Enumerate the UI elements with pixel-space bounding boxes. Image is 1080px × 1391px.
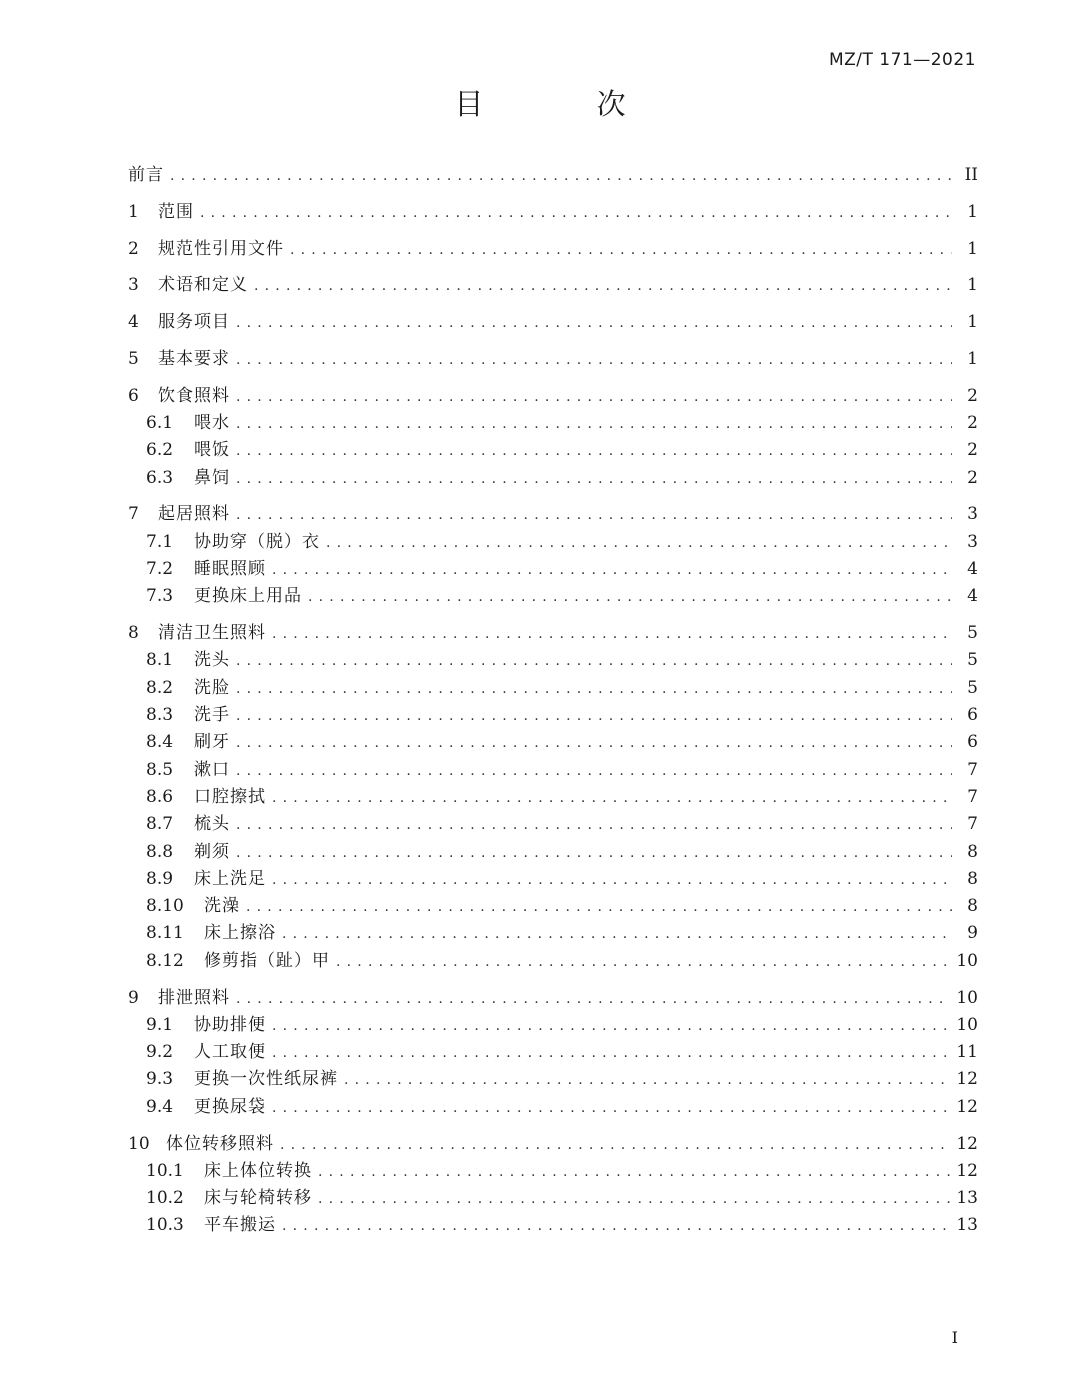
toc-entry[interactable]: [128, 985, 978, 1012]
toc-dot-leader: [236, 411, 952, 438]
toc-entry-label: 基本要求: [158, 348, 230, 369]
toc-entry-number: 9.2: [146, 1042, 174, 1063]
toc-entry-page: 2: [967, 440, 978, 461]
toc-dot-leader: [236, 384, 952, 411]
toc-dot-leader: [308, 584, 952, 611]
toc-entry-number: 6: [128, 385, 139, 406]
toc-entry-label: 剃须: [194, 841, 230, 862]
toc-entry-number: 7: [128, 504, 139, 525]
toc-entry-page: 6: [967, 732, 978, 753]
toc-dot-leader: [280, 1132, 950, 1159]
toc-entry[interactable]: [128, 757, 978, 784]
toc-entry-label: 修剪指（趾）甲: [204, 950, 330, 971]
toc-entry[interactable]: [128, 199, 978, 226]
toc-entry-label: 规范性引用文件: [158, 238, 284, 259]
toc-entry-label: 洗脸: [194, 677, 230, 698]
toc-dot-leader: [326, 530, 952, 557]
toc-entry-page: 6: [967, 705, 978, 726]
toc-entry[interactable]: [128, 383, 978, 410]
toc-entry-number: 8.1: [146, 650, 174, 671]
toc-dot-leader: [236, 347, 952, 374]
toc-entry-number: 9.3: [146, 1069, 174, 1090]
toc-entry-label: 人工取便: [194, 1042, 266, 1063]
toc-entry-number: 10: [128, 1133, 150, 1154]
toc-entry-page: 1: [967, 238, 978, 259]
toc-entry-label: 更换一次性纸尿裤: [194, 1069, 338, 1090]
toc-entry[interactable]: [128, 465, 978, 492]
toc-entry[interactable]: [128, 920, 978, 947]
toc-entry-page: 2: [967, 385, 978, 406]
toc-entry-page: 12: [956, 1160, 978, 1181]
toc-entry-label: 服务项目: [158, 312, 230, 333]
toc-entry-number: 9: [128, 987, 139, 1008]
toc-entry-page: 10: [956, 950, 978, 971]
toc-entry[interactable]: [128, 1012, 978, 1039]
table-of-contents: [128, 162, 978, 1240]
toc-entry-label: 洗头: [194, 650, 230, 671]
toc-entry-label: 喂饭: [194, 440, 230, 461]
toc-entry-page: 11: [956, 1042, 978, 1063]
toc-entry-page: 12: [956, 1096, 978, 1117]
toc-entry-label: 鼻饲: [194, 467, 230, 488]
toc-entry-page: 13: [956, 1188, 978, 1209]
toc-entry-page: 9: [967, 923, 978, 944]
toc-entry[interactable]: [128, 583, 978, 610]
toc-entry-page: 4: [967, 586, 978, 607]
toc-dot-leader: [236, 676, 952, 703]
toc-entry-number: 7.1: [146, 531, 174, 552]
toc-entry-label: 清洁卫生照料: [158, 623, 266, 644]
toc-entry-number: 2: [128, 238, 139, 259]
toc-entry-number: 8.3: [146, 705, 174, 726]
toc-entry-label: 平车搬运: [204, 1215, 276, 1236]
toc-dot-leader: [236, 466, 952, 493]
toc-entry-page: 7: [967, 814, 978, 835]
toc-entry-number: 4: [128, 312, 139, 333]
toc-dot-leader: [282, 1213, 950, 1240]
toc-entry-page: 2: [967, 413, 978, 434]
toc-entry[interactable]: [128, 162, 978, 189]
toc-entry[interactable]: [128, 784, 978, 811]
toc-entry-label: 口腔擦拭: [194, 786, 266, 807]
toc-entry[interactable]: [128, 437, 978, 464]
toc-entry-page: 10: [956, 987, 978, 1008]
toc-entry-page: 3: [967, 504, 978, 525]
toc-entry-number: 9.4: [146, 1096, 174, 1117]
toc-dot-leader: [318, 1159, 950, 1186]
toc-entry-page: 5: [967, 623, 978, 644]
toc-entry-label: 洗手: [194, 705, 230, 726]
toc-entry-label: 刷牙: [194, 732, 230, 753]
toc-dot-leader: [254, 273, 952, 300]
toc-dot-leader: [236, 703, 952, 730]
toc-dot-leader: [246, 894, 952, 921]
toc-entry-page: 1: [967, 275, 978, 296]
toc-dot-leader: [170, 163, 952, 190]
toc-entry[interactable]: [128, 309, 978, 336]
toc-entry-label: 梳头: [194, 814, 230, 835]
toc-entry[interactable]: [128, 346, 978, 373]
toc-dot-leader: [336, 949, 950, 976]
toc-entry-number: 6.1: [146, 413, 174, 434]
standard-code: MZ/T 171—2021: [828, 50, 976, 70]
toc-entry-label: 体位转移照料: [166, 1133, 274, 1154]
toc-entry[interactable]: [128, 272, 978, 299]
toc-dot-leader: [272, 785, 952, 812]
toc-entry[interactable]: [128, 1185, 978, 1212]
toc-entry-label: 喂水: [194, 413, 230, 434]
toc-entry-page: 4: [967, 559, 978, 580]
toc-entry-page: 12: [956, 1069, 978, 1090]
toc-entry-label: 睡眠照顾: [194, 559, 266, 580]
toc-entry-label: 床上洗足: [194, 868, 266, 889]
toc-dot-leader: [272, 1013, 950, 1040]
toc-entry-label: 床上擦浴: [204, 923, 276, 944]
toc-entry[interactable]: [128, 866, 978, 893]
toc-entry-page: II: [964, 165, 978, 185]
toc-dot-leader: [290, 237, 952, 264]
toc-entry-label: 协助穿（脱）衣: [194, 531, 320, 552]
toc-dot-leader: [272, 867, 952, 894]
toc-dot-leader: [272, 1095, 950, 1122]
toc-entry[interactable]: [128, 893, 978, 920]
toc-dot-leader: [236, 438, 952, 465]
toc-entry-number: 8: [128, 623, 139, 644]
toc-entry-page: 5: [967, 677, 978, 698]
toc-dot-leader: [236, 648, 952, 675]
toc-dot-leader: [236, 758, 952, 785]
toc-entry-page: 5: [967, 650, 978, 671]
toc-entry-label: 前言: [128, 165, 164, 185]
toc-entry[interactable]: [128, 1039, 978, 1066]
toc-entry-number: 3: [128, 275, 139, 296]
toc-entry-label: 更换尿袋: [194, 1096, 266, 1117]
toc-entry[interactable]: [128, 556, 978, 583]
toc-entry[interactable]: [128, 1158, 978, 1185]
toc-entry-page: 7: [967, 786, 978, 807]
toc-entry-label: 范围: [158, 201, 194, 222]
toc-entry-label: 排泄照料: [158, 987, 230, 1008]
toc-entry-page: 12: [956, 1133, 978, 1154]
toc-entry-page: 2: [967, 467, 978, 488]
toc-entry-page: 8: [967, 868, 978, 889]
toc-dot-leader: [272, 557, 952, 584]
toc-dot-leader: [318, 1186, 950, 1213]
toc-entry-number: 8.9: [146, 868, 174, 889]
toc-entry-number: 6.3: [146, 467, 174, 488]
toc-dot-leader: [272, 621, 952, 648]
toc-entry-number: 5: [128, 348, 139, 369]
toc-entry[interactable]: [128, 729, 978, 756]
toc-entry-label: 更换床上用品: [194, 586, 302, 607]
toc-entry[interactable]: [128, 620, 978, 647]
toc-entry-number: 8.6: [146, 786, 174, 807]
toc-entry-page: 1: [967, 348, 978, 369]
toc-entry-number: 10.1: [146, 1160, 184, 1181]
toc-entry[interactable]: [128, 1131, 978, 1158]
toc-entry[interactable]: [128, 948, 978, 975]
toc-entry[interactable]: [128, 1094, 978, 1121]
page-number: I: [951, 1328, 958, 1347]
toc-entry-number: 8.5: [146, 759, 174, 780]
toc-entry[interactable]: [128, 647, 978, 674]
toc-entry[interactable]: [128, 811, 978, 838]
toc-entry-label: 起居照料: [158, 504, 230, 525]
toc-entry-number: 1: [128, 201, 139, 222]
toc-entry[interactable]: [128, 1066, 978, 1093]
toc-entry[interactable]: [128, 410, 978, 437]
toc-entry-label: 漱口: [194, 759, 230, 780]
toc-entry-page: 8: [967, 896, 978, 917]
toc-entry-page: 10: [956, 1014, 978, 1035]
toc-dot-leader: [272, 1040, 950, 1067]
toc-entry-page: 1: [967, 312, 978, 333]
toc-entry-label: 洗澡: [204, 896, 240, 917]
toc-entry-label: 床上体位转换: [204, 1160, 312, 1181]
toc-dot-leader: [236, 812, 952, 839]
toc-dot-leader: [236, 310, 952, 337]
toc-entry-number: 8.12: [146, 950, 184, 971]
toc-dot-leader: [344, 1067, 950, 1094]
toc-entry[interactable]: [128, 236, 978, 263]
toc-entry-number: 8.2: [146, 677, 174, 698]
toc-dot-leader: [236, 730, 952, 757]
toc-entry[interactable]: [128, 839, 978, 866]
toc-entry-label: 协助排便: [194, 1014, 266, 1035]
toc-entry[interactable]: [128, 529, 978, 556]
toc-entry-page: 1: [967, 201, 978, 222]
toc-entry-page: 13: [956, 1215, 978, 1236]
toc-dot-leader: [236, 986, 950, 1013]
toc-entry[interactable]: [128, 702, 978, 729]
toc-entry[interactable]: [128, 675, 978, 702]
toc-entry[interactable]: [128, 1212, 978, 1239]
toc-entry[interactable]: [128, 501, 978, 528]
toc-entry-number: 6.2: [146, 440, 174, 461]
toc-entry-label: 术语和定义: [158, 275, 248, 296]
toc-entry-number: 10.3: [146, 1215, 184, 1236]
toc-entry-label: 床与轮椅转移: [204, 1188, 312, 1209]
page-title: 目 次: [454, 87, 678, 121]
toc-entry-number: 7.2: [146, 559, 174, 580]
toc-entry-number: 8.7: [146, 814, 174, 835]
toc-entry-label: 饮食照料: [158, 385, 230, 406]
toc-entry-number: 8.11: [146, 923, 184, 944]
toc-entry-number: 10.2: [146, 1188, 184, 1209]
toc-entry-number: 8.8: [146, 841, 174, 862]
toc-entry-page: 3: [967, 531, 978, 552]
toc-dot-leader: [282, 921, 952, 948]
toc-entry-number: 8.10: [146, 896, 184, 917]
toc-dot-leader: [236, 840, 952, 867]
toc-entry-number: 9.1: [146, 1014, 174, 1035]
toc-dot-leader: [236, 502, 952, 529]
toc-entry-page: 8: [967, 841, 978, 862]
toc-entry-number: 8.4: [146, 732, 174, 753]
toc-dot-leader: [200, 200, 952, 227]
toc-entry-page: 7: [967, 759, 978, 780]
toc-entry-number: 7.3: [146, 586, 174, 607]
